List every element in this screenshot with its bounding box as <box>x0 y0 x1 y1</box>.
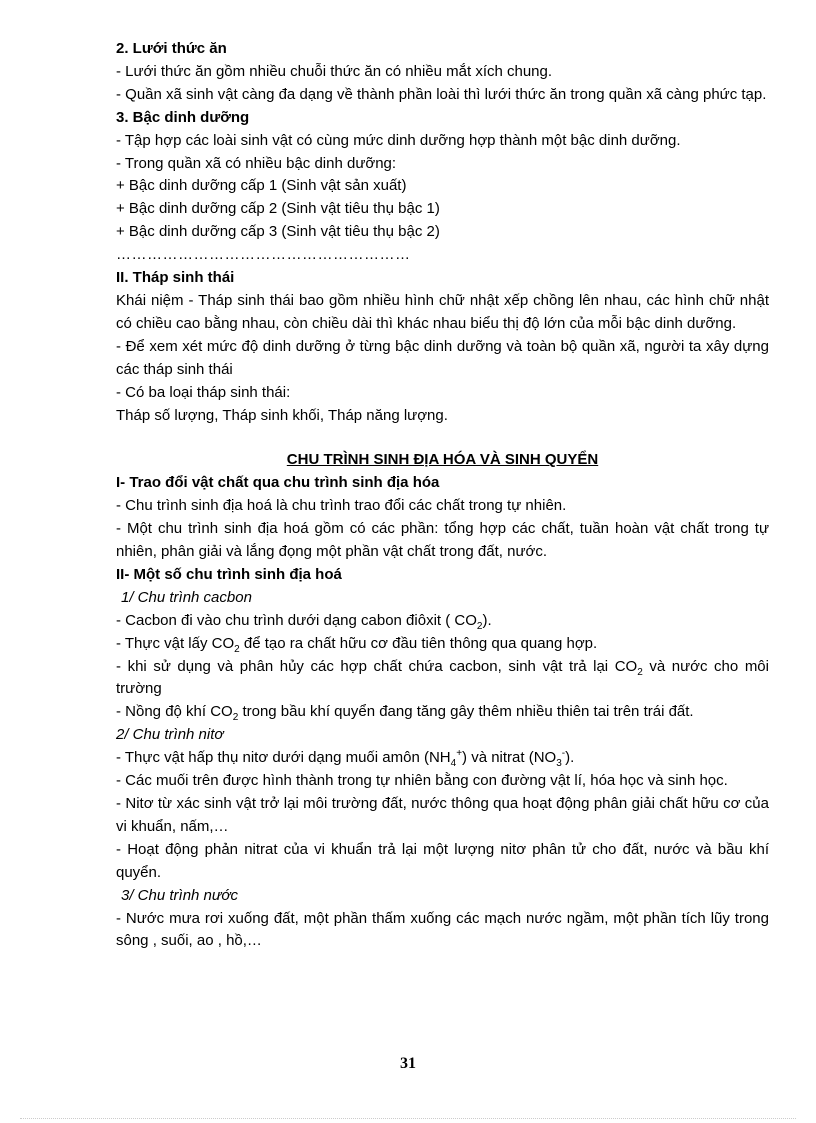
heading-trophic-level: 3. Bậc dinh dưỡng <box>116 108 250 126</box>
paragraph: Tháp số lượng, Tháp sinh khối, Tháp năng lượng. <box>116 406 448 424</box>
paragraph: - Thực vật lấy $CO_2$ để tạo ra chất hữu cơ đầu tiên thông qua quang hợp. <box>116 634 598 655</box>
paragraph: - Hoạt động phản nitrat của vi khuẩn trả lại một lượng nitơ phân tử cho đất, nước và bầu khí quyển. <box>116 840 769 881</box>
document-body <box>116 38 769 953</box>
paragraph: - Nước mưa rơi xuống đất, một phần thấm xuống các mạch nước ngầm, một phần tích lũy trong sông , suối, ao , hồ,… <box>116 909 769 950</box>
heading-food-web: 2. Lưới thức ăn <box>116 40 227 57</box>
list-item: + Bậc dinh dưỡng cấp 2 (Sinh vật tiêu thụ bậc 1) <box>116 200 440 218</box>
paragraph: - Để xem xét mức độ dinh dưỡng ở từng bậc dinh dưỡng và toàn bộ quần xã, người ta xây dựng các tháp sinh thái <box>116 337 769 378</box>
heading-material-exchange: I- Trao đổi vật chất qua chu trình sinh địa hóa <box>116 474 440 492</box>
paragraph: - Nồng độ khí $CO_2$ trong bầu khí quyển đang tăng gây thêm nhiều thiên tai trên trái đất. <box>116 703 694 724</box>
paragraph: - Có ba loại tháp sinh thái: <box>116 383 291 401</box>
paragraph: - Một chu trình sinh địa hoá gồm có các phần: tổng hợp các chất, tuần hoàn vật chất trong tự nhiên, phân giải và lắng đọng một phần vật chất trong đất, nước. <box>116 520 769 561</box>
list-item: + Bậc dinh dưỡng cấp 1 (Sinh vật sản xuất) <box>116 177 407 195</box>
paragraph: - Trong quần xã có nhiều bậc dinh dưỡng: <box>116 154 397 172</box>
subheading-water-cycle: 3/ Chu trình nước <box>121 886 238 904</box>
page-number: 31 <box>400 1055 416 1072</box>
paragraph: - Thực vật hấp thụ nitơ dưới dạng muối amôn $(NH_4^+)$ và nitrat $(NO_3^-)$. <box>116 748 575 770</box>
paragraph: - Quần xã sinh vật càng đa dạng về thành phần loài thì lưới thức ăn trong quần xã càng phức tạp. <box>116 85 767 103</box>
paragraph: - Nitơ từ xác sinh vật trở lại môi trường đất, nước thông qua hoạt động phân giải chất hữu cơ của vi khuẩn, nấm,… <box>116 795 769 835</box>
section-title: CHU TRÌNH SINH ĐỊA HÓA VÀ SINH QUYỂN <box>286 451 599 469</box>
paragraph: - Tập hợp các loài sinh vật có cùng mức dinh dưỡng hợp thành một bậc dinh dưỡng. <box>116 131 681 149</box>
paragraph: - khi sử dụng và phân hủy các hợp chất chứa cacbon, sinh vật trả lại $CO_2$ và nước cho môi trường <box>116 657 769 698</box>
subheading-nitrogen-cycle: 2/ Chu trình nitơ <box>116 726 224 744</box>
paragraph: - Lưới thức ăn gồm nhiều chuỗi thức ăn có nhiều mắt xích chung. <box>116 62 553 80</box>
paragraph: - Chu trình sinh địa hoá là chu trình trao đổi các chất trong tự nhiên. <box>116 497 567 515</box>
paragraph: Khái niệm - Tháp sinh thái bao gồm nhiều hình chữ nhật xếp chồng lên nhau, các hình chữ nhật có chiều cao bằng nhau, còn chiều dài thì khác nhau biểu thị độ lớn của mỗi bậc dinh dưỡng. <box>116 291 769 332</box>
heading-ecological-pyramid: II. Tháp sinh thái <box>116 269 235 287</box>
heading-cycles: II- Một số chu trình sinh địa hoá <box>116 565 342 583</box>
subheading-carbon-cycle: 1/ Chu trình cacbon <box>121 588 252 606</box>
dotted-separator: ………………………………………………… <box>116 246 411 264</box>
footer-divider <box>20 1118 796 1119</box>
list-item: + Bậc dinh dưỡng cấp 3 (Sinh vật tiêu thụ bậc 2) <box>116 223 440 241</box>
paragraph: - Cacbon đi vào chu trình dưới dạng cabon điôxit ( $CO_2$). <box>116 611 492 632</box>
paragraph: - Các muối trên được hình thành trong tự nhiên bằng con đường vật lí, hóa học và sinh học. <box>116 772 728 790</box>
